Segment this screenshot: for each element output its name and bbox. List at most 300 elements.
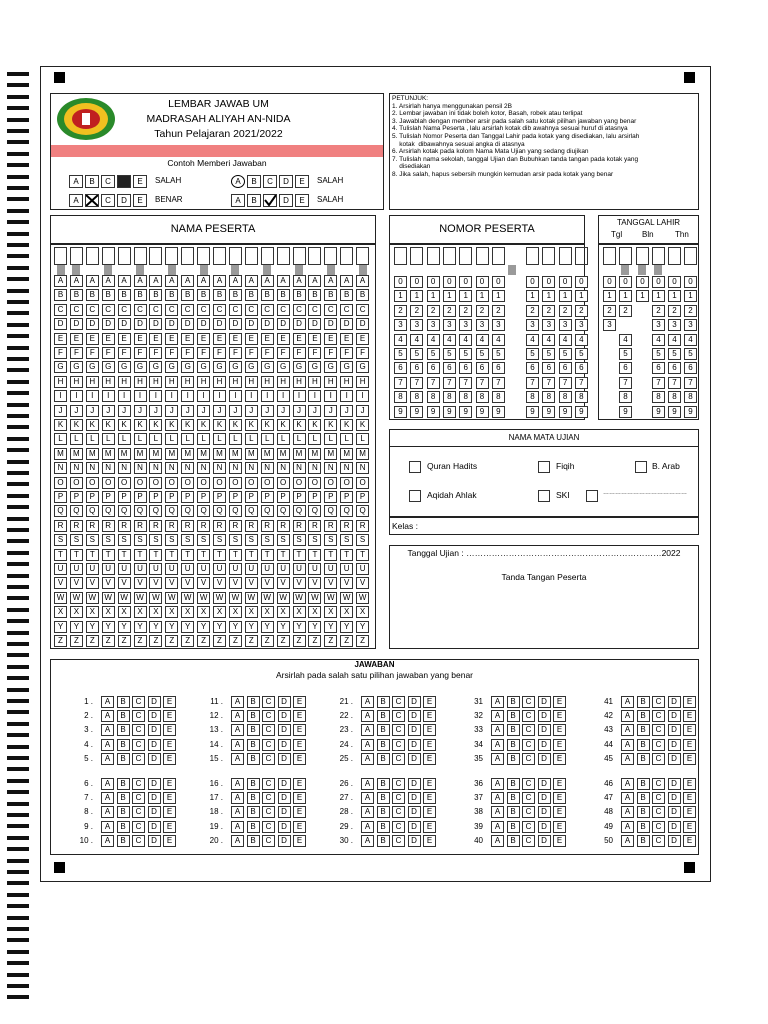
- name-bubble[interactable]: F: [86, 347, 99, 359]
- answer-bubble[interactable]: D: [148, 710, 161, 722]
- answer-bubble[interactable]: B: [637, 835, 650, 847]
- answer-bubble[interactable]: C: [132, 821, 145, 833]
- answer-bubble[interactable]: A: [491, 753, 504, 765]
- tanggal-input-box[interactable]: [636, 247, 649, 265]
- answer-bubble[interactable]: A: [621, 696, 634, 708]
- name-bubble[interactable]: A: [356, 275, 369, 287]
- answer-bubble[interactable]: D: [148, 778, 161, 790]
- name-bubble[interactable]: R: [54, 520, 67, 532]
- nomor-bubble[interactable]: 8: [476, 391, 489, 403]
- answer-bubble[interactable]: D: [278, 806, 291, 818]
- name-bubble[interactable]: F: [293, 347, 306, 359]
- answer-bubble[interactable]: D: [278, 792, 291, 804]
- answer-bubble[interactable]: D: [148, 835, 161, 847]
- name-bubble[interactable]: T: [118, 549, 131, 561]
- name-bubble[interactable]: U: [181, 563, 194, 575]
- nomor-bubble[interactable]: 0: [394, 276, 407, 288]
- name-bubble[interactable]: G: [293, 361, 306, 373]
- nomor-bubble[interactable]: 4: [575, 334, 588, 346]
- name-bubble[interactable]: I: [181, 390, 194, 402]
- name-bubble[interactable]: W: [118, 592, 131, 604]
- name-bubble[interactable]: J: [86, 405, 99, 417]
- name-bubble[interactable]: W: [245, 592, 258, 604]
- name-bubble[interactable]: Q: [229, 505, 242, 517]
- tanggal-bubble[interactable]: 5: [619, 348, 632, 360]
- name-bubble[interactable]: J: [340, 405, 353, 417]
- name-bubble[interactable]: A: [324, 275, 337, 287]
- nomor-bubble[interactable]: 5: [443, 348, 456, 360]
- name-bubble[interactable]: R: [324, 520, 337, 532]
- nomor-bubble[interactable]: 1: [542, 290, 555, 302]
- name-bubble[interactable]: E: [308, 333, 321, 345]
- nomor-bubble[interactable]: 0: [559, 276, 572, 288]
- nomor-input-box[interactable]: [476, 247, 489, 265]
- name-bubble[interactable]: Y: [118, 621, 131, 633]
- name-bubble[interactable]: G: [356, 361, 369, 373]
- name-bubble[interactable]: Q: [293, 505, 306, 517]
- name-bubble[interactable]: W: [293, 592, 306, 604]
- name-bubble[interactable]: G: [245, 361, 258, 373]
- name-bubble[interactable]: K: [340, 419, 353, 431]
- name-bubble[interactable]: U: [293, 563, 306, 575]
- name-bubble[interactable]: Z: [308, 635, 321, 647]
- answer-bubble[interactable]: D: [278, 696, 291, 708]
- name-bubble[interactable]: Y: [165, 621, 178, 633]
- name-bubble[interactable]: G: [308, 361, 321, 373]
- answer-bubble[interactable]: C: [392, 753, 405, 765]
- answer-bubble[interactable]: D: [538, 739, 551, 751]
- nomor-bubble[interactable]: 6: [542, 362, 555, 374]
- name-bubble[interactable]: G: [86, 361, 99, 373]
- answer-bubble[interactable]: E: [553, 696, 566, 708]
- answer-bubble[interactable]: E: [683, 792, 696, 804]
- name-bubble[interactable]: D: [293, 318, 306, 330]
- answer-bubble[interactable]: A: [621, 753, 634, 765]
- name-bubble[interactable]: V: [149, 577, 162, 589]
- answer-bubble[interactable]: A: [491, 696, 504, 708]
- name-bubble[interactable]: C: [165, 304, 178, 316]
- name-bubble[interactable]: A: [308, 275, 321, 287]
- answer-bubble[interactable]: D: [668, 710, 681, 722]
- name-bubble[interactable]: H: [54, 376, 67, 388]
- name-bubble[interactable]: K: [86, 419, 99, 431]
- answer-bubble[interactable]: C: [392, 835, 405, 847]
- name-bubble[interactable]: S: [308, 534, 321, 546]
- name-bubble[interactable]: P: [340, 491, 353, 503]
- answer-bubble[interactable]: D: [408, 710, 421, 722]
- name-bubble[interactable]: F: [149, 347, 162, 359]
- answer-bubble[interactable]: B: [247, 792, 260, 804]
- answer-bubble[interactable]: A: [101, 778, 114, 790]
- name-bubble[interactable]: N: [86, 462, 99, 474]
- name-bubble[interactable]: B: [261, 289, 274, 301]
- answer-bubble[interactable]: C: [392, 778, 405, 790]
- answer-bubble[interactable]: B: [377, 753, 390, 765]
- tanggal-bubble[interactable]: 1: [668, 290, 681, 302]
- name-bubble[interactable]: D: [118, 318, 131, 330]
- answer-bubble[interactable]: E: [163, 835, 176, 847]
- name-bubble[interactable]: N: [229, 462, 242, 474]
- answer-bubble[interactable]: B: [247, 821, 260, 833]
- name-bubble[interactable]: W: [70, 592, 83, 604]
- answer-bubble[interactable]: A: [231, 835, 244, 847]
- name-bubble[interactable]: U: [149, 563, 162, 575]
- name-bubble[interactable]: V: [70, 577, 83, 589]
- answer-bubble[interactable]: B: [637, 724, 650, 736]
- name-bubble[interactable]: M: [197, 448, 210, 460]
- tanggal-bubble[interactable]: 3: [684, 319, 697, 331]
- name-bubble[interactable]: B: [293, 289, 306, 301]
- answer-bubble[interactable]: A: [231, 821, 244, 833]
- name-bubble[interactable]: E: [261, 333, 274, 345]
- name-bubble[interactable]: Q: [277, 505, 290, 517]
- name-bubble[interactable]: W: [324, 592, 337, 604]
- answer-bubble[interactable]: A: [101, 724, 114, 736]
- name-bubble[interactable]: H: [118, 376, 131, 388]
- answer-bubble[interactable]: B: [247, 696, 260, 708]
- answer-bubble[interactable]: B: [117, 778, 130, 790]
- answer-bubble[interactable]: C: [652, 739, 665, 751]
- name-bubble[interactable]: T: [213, 549, 226, 561]
- answer-bubble[interactable]: D: [148, 792, 161, 804]
- name-bubble[interactable]: M: [54, 448, 67, 460]
- name-bubble[interactable]: X: [134, 606, 147, 618]
- name-bubble[interactable]: Q: [134, 505, 147, 517]
- nomor-bubble[interactable]: 3: [459, 319, 472, 331]
- answer-bubble[interactable]: A: [491, 835, 504, 847]
- answer-bubble[interactable]: B: [637, 710, 650, 722]
- name-bubble[interactable]: P: [213, 491, 226, 503]
- nomor-bubble[interactable]: 4: [526, 334, 539, 346]
- nomor-bubble[interactable]: 9: [542, 406, 555, 418]
- tanggal-bubble[interactable]: 3: [668, 319, 681, 331]
- answer-bubble[interactable]: B: [247, 753, 260, 765]
- nomor-bubble[interactable]: 4: [492, 334, 505, 346]
- answer-bubble[interactable]: B: [117, 696, 130, 708]
- tanggal-bubble[interactable]: 7: [668, 377, 681, 389]
- answer-bubble[interactable]: A: [231, 696, 244, 708]
- name-bubble[interactable]: V: [261, 577, 274, 589]
- name-bubble[interactable]: K: [308, 419, 321, 431]
- name-bubble[interactable]: S: [261, 534, 274, 546]
- name-bubble[interactable]: T: [229, 549, 242, 561]
- answer-bubble[interactable]: E: [163, 792, 176, 804]
- nomor-bubble[interactable]: 0: [427, 276, 440, 288]
- name-bubble[interactable]: Q: [86, 505, 99, 517]
- name-bubble[interactable]: P: [181, 491, 194, 503]
- name-bubble[interactable]: L: [181, 433, 194, 445]
- nomor-bubble[interactable]: 4: [542, 334, 555, 346]
- answer-bubble[interactable]: A: [621, 724, 634, 736]
- nomor-bubble[interactable]: 4: [459, 334, 472, 346]
- name-bubble[interactable]: K: [149, 419, 162, 431]
- name-input-box[interactable]: [324, 247, 337, 265]
- name-bubble[interactable]: D: [181, 318, 194, 330]
- name-bubble[interactable]: E: [356, 333, 369, 345]
- tanggal-bubble[interactable]: 9: [684, 406, 697, 418]
- name-bubble[interactable]: M: [134, 448, 147, 460]
- answer-bubble[interactable]: D: [408, 821, 421, 833]
- name-bubble[interactable]: N: [54, 462, 67, 474]
- name-bubble[interactable]: A: [70, 275, 83, 287]
- name-bubble[interactable]: C: [356, 304, 369, 316]
- answer-bubble[interactable]: E: [423, 724, 436, 736]
- name-bubble[interactable]: L: [277, 433, 290, 445]
- answer-bubble[interactable]: C: [522, 778, 535, 790]
- answer-bubble[interactable]: E: [293, 710, 306, 722]
- name-bubble[interactable]: L: [324, 433, 337, 445]
- name-bubble[interactable]: W: [149, 592, 162, 604]
- answer-bubble[interactable]: C: [522, 724, 535, 736]
- answer-bubble[interactable]: E: [553, 821, 566, 833]
- name-bubble[interactable]: Q: [340, 505, 353, 517]
- tanggal-bubble[interactable]: 1: [619, 290, 632, 302]
- subject-checkbox-fiqih[interactable]: [538, 461, 550, 473]
- name-bubble[interactable]: F: [70, 347, 83, 359]
- tanggal-bubble[interactable]: 6: [652, 362, 665, 374]
- name-bubble[interactable]: B: [308, 289, 321, 301]
- name-bubble[interactable]: V: [197, 577, 210, 589]
- name-bubble[interactable]: Q: [181, 505, 194, 517]
- tanggal-bubble[interactable]: 6: [619, 362, 632, 374]
- name-bubble[interactable]: D: [54, 318, 67, 330]
- tanggal-bubble[interactable]: 0: [652, 276, 665, 288]
- name-bubble[interactable]: B: [324, 289, 337, 301]
- name-bubble[interactable]: U: [102, 563, 115, 575]
- name-input-box[interactable]: [134, 247, 147, 265]
- answer-bubble[interactable]: B: [247, 778, 260, 790]
- name-bubble[interactable]: W: [356, 592, 369, 604]
- name-bubble[interactable]: L: [356, 433, 369, 445]
- answer-bubble[interactable]: C: [132, 710, 145, 722]
- name-bubble[interactable]: V: [213, 577, 226, 589]
- name-bubble[interactable]: O: [229, 477, 242, 489]
- nomor-bubble[interactable]: 9: [443, 406, 456, 418]
- name-bubble[interactable]: J: [293, 405, 306, 417]
- name-bubble[interactable]: V: [324, 577, 337, 589]
- answer-bubble[interactable]: C: [652, 835, 665, 847]
- name-bubble[interactable]: T: [70, 549, 83, 561]
- nomor-bubble[interactable]: 1: [559, 290, 572, 302]
- name-bubble[interactable]: M: [86, 448, 99, 460]
- nomor-bubble[interactable]: 2: [443, 305, 456, 317]
- nomor-bubble[interactable]: 2: [459, 305, 472, 317]
- answer-bubble[interactable]: E: [553, 778, 566, 790]
- name-bubble[interactable]: P: [245, 491, 258, 503]
- answer-bubble[interactable]: A: [621, 806, 634, 818]
- name-bubble[interactable]: Z: [277, 635, 290, 647]
- name-bubble[interactable]: X: [324, 606, 337, 618]
- name-bubble[interactable]: O: [149, 477, 162, 489]
- name-bubble[interactable]: N: [134, 462, 147, 474]
- name-bubble[interactable]: Z: [102, 635, 115, 647]
- tanggal-bubble[interactable]: 9: [652, 406, 665, 418]
- name-bubble[interactable]: J: [277, 405, 290, 417]
- answer-bubble[interactable]: D: [668, 821, 681, 833]
- answer-bubble[interactable]: A: [491, 739, 504, 751]
- nomor-bubble[interactable]: 4: [476, 334, 489, 346]
- name-bubble[interactable]: O: [165, 477, 178, 489]
- name-input-box[interactable]: [293, 247, 306, 265]
- tanggal-bubble[interactable]: 1: [603, 290, 616, 302]
- answer-bubble[interactable]: B: [117, 821, 130, 833]
- nomor-bubble[interactable]: 9: [575, 406, 588, 418]
- answer-bubble[interactable]: D: [538, 806, 551, 818]
- name-bubble[interactable]: X: [54, 606, 67, 618]
- name-bubble[interactable]: N: [213, 462, 226, 474]
- answer-bubble[interactable]: C: [262, 835, 275, 847]
- nomor-bubble[interactable]: 5: [575, 348, 588, 360]
- name-bubble[interactable]: I: [165, 390, 178, 402]
- answer-bubble[interactable]: B: [507, 792, 520, 804]
- nomor-bubble[interactable]: 9: [410, 406, 423, 418]
- tanggal-bubble[interactable]: 0: [668, 276, 681, 288]
- nomor-input-box[interactable]: [492, 247, 505, 265]
- tanggal-bubble[interactable]: 5: [652, 348, 665, 360]
- name-bubble[interactable]: Y: [293, 621, 306, 633]
- nomor-bubble[interactable]: 5: [476, 348, 489, 360]
- name-bubble[interactable]: J: [165, 405, 178, 417]
- tanggal-bubble[interactable]: 3: [652, 319, 665, 331]
- name-bubble[interactable]: O: [54, 477, 67, 489]
- answer-bubble[interactable]: D: [148, 821, 161, 833]
- answer-bubble[interactable]: E: [163, 821, 176, 833]
- name-bubble[interactable]: S: [165, 534, 178, 546]
- name-bubble[interactable]: O: [277, 477, 290, 489]
- name-bubble[interactable]: P: [102, 491, 115, 503]
- subject-checkbox-aqidah-ahlak[interactable]: [409, 490, 421, 502]
- name-bubble[interactable]: G: [340, 361, 353, 373]
- answer-bubble[interactable]: A: [621, 778, 634, 790]
- nomor-input-box[interactable]: [394, 247, 407, 265]
- name-bubble[interactable]: C: [308, 304, 321, 316]
- name-bubble[interactable]: T: [197, 549, 210, 561]
- answer-bubble[interactable]: B: [637, 753, 650, 765]
- answer-bubble[interactable]: C: [522, 821, 535, 833]
- nomor-bubble[interactable]: 1: [459, 290, 472, 302]
- name-bubble[interactable]: U: [308, 563, 321, 575]
- name-bubble[interactable]: T: [102, 549, 115, 561]
- answer-bubble[interactable]: C: [652, 821, 665, 833]
- answer-bubble[interactable]: E: [163, 710, 176, 722]
- name-bubble[interactable]: A: [277, 275, 290, 287]
- answer-bubble[interactable]: E: [553, 835, 566, 847]
- nomor-bubble[interactable]: 6: [476, 362, 489, 374]
- answer-bubble[interactable]: E: [163, 753, 176, 765]
- answer-bubble[interactable]: A: [361, 835, 374, 847]
- nomor-bubble[interactable]: 8: [459, 391, 472, 403]
- name-bubble[interactable]: R: [229, 520, 242, 532]
- name-bubble[interactable]: O: [340, 477, 353, 489]
- name-bubble[interactable]: Y: [261, 621, 274, 633]
- name-input-box[interactable]: [229, 247, 242, 265]
- answer-bubble[interactable]: D: [408, 753, 421, 765]
- name-bubble[interactable]: L: [102, 433, 115, 445]
- answer-bubble[interactable]: B: [507, 835, 520, 847]
- nomor-bubble[interactable]: 9: [526, 406, 539, 418]
- name-bubble[interactable]: S: [229, 534, 242, 546]
- name-bubble[interactable]: T: [324, 549, 337, 561]
- name-bubble[interactable]: Y: [229, 621, 242, 633]
- name-bubble[interactable]: F: [277, 347, 290, 359]
- name-bubble[interactable]: Q: [245, 505, 258, 517]
- name-bubble[interactable]: W: [54, 592, 67, 604]
- name-bubble[interactable]: I: [70, 390, 83, 402]
- name-bubble[interactable]: M: [293, 448, 306, 460]
- nomor-bubble[interactable]: 5: [559, 348, 572, 360]
- name-bubble[interactable]: S: [245, 534, 258, 546]
- tanggal-input-box[interactable]: [684, 247, 697, 265]
- answer-bubble[interactable]: E: [423, 835, 436, 847]
- name-bubble[interactable]: N: [118, 462, 131, 474]
- name-bubble[interactable]: I: [134, 390, 147, 402]
- name-bubble[interactable]: P: [86, 491, 99, 503]
- nomor-bubble[interactable]: 6: [459, 362, 472, 374]
- nomor-bubble[interactable]: 3: [492, 319, 505, 331]
- answer-bubble[interactable]: C: [522, 710, 535, 722]
- answer-bubble[interactable]: C: [262, 696, 275, 708]
- tanggal-bubble[interactable]: 5: [684, 348, 697, 360]
- nomor-bubble[interactable]: 8: [492, 391, 505, 403]
- name-bubble[interactable]: N: [70, 462, 83, 474]
- nomor-bubble[interactable]: 9: [476, 406, 489, 418]
- name-bubble[interactable]: Q: [102, 505, 115, 517]
- tanggal-bubble[interactable]: 4: [668, 334, 681, 346]
- name-bubble[interactable]: V: [165, 577, 178, 589]
- name-bubble[interactable]: I: [277, 390, 290, 402]
- name-bubble[interactable]: W: [134, 592, 147, 604]
- answer-bubble[interactable]: A: [621, 835, 634, 847]
- answer-bubble[interactable]: E: [683, 739, 696, 751]
- name-bubble[interactable]: F: [165, 347, 178, 359]
- tanggal-bubble[interactable]: 0: [636, 276, 649, 288]
- name-bubble[interactable]: J: [134, 405, 147, 417]
- name-bubble[interactable]: R: [245, 520, 258, 532]
- name-bubble[interactable]: C: [118, 304, 131, 316]
- name-bubble[interactable]: N: [356, 462, 369, 474]
- name-bubble[interactable]: O: [181, 477, 194, 489]
- name-bubble[interactable]: U: [118, 563, 131, 575]
- name-bubble[interactable]: M: [277, 448, 290, 460]
- answer-bubble[interactable]: D: [668, 778, 681, 790]
- answer-bubble[interactable]: B: [247, 835, 260, 847]
- nomor-bubble[interactable]: 2: [410, 305, 423, 317]
- name-bubble[interactable]: Y: [356, 621, 369, 633]
- nomor-bubble[interactable]: 7: [542, 377, 555, 389]
- answer-bubble[interactable]: D: [148, 806, 161, 818]
- name-bubble[interactable]: L: [213, 433, 226, 445]
- name-bubble[interactable]: K: [134, 419, 147, 431]
- answer-bubble[interactable]: C: [652, 792, 665, 804]
- answer-bubble[interactable]: D: [148, 753, 161, 765]
- name-input-box[interactable]: [261, 247, 274, 265]
- name-bubble[interactable]: U: [340, 563, 353, 575]
- tanggal-bubble[interactable]: 5: [668, 348, 681, 360]
- name-bubble[interactable]: L: [134, 433, 147, 445]
- answer-bubble[interactable]: D: [408, 724, 421, 736]
- name-bubble[interactable]: O: [70, 477, 83, 489]
- name-bubble[interactable]: B: [70, 289, 83, 301]
- name-bubble[interactable]: B: [102, 289, 115, 301]
- name-bubble[interactable]: Z: [197, 635, 210, 647]
- name-bubble[interactable]: A: [86, 275, 99, 287]
- name-bubble[interactable]: Y: [134, 621, 147, 633]
- nomor-input-box[interactable]: [575, 247, 588, 265]
- name-bubble[interactable]: U: [54, 563, 67, 575]
- name-bubble[interactable]: B: [213, 289, 226, 301]
- answer-bubble[interactable]: E: [423, 778, 436, 790]
- name-bubble[interactable]: F: [229, 347, 242, 359]
